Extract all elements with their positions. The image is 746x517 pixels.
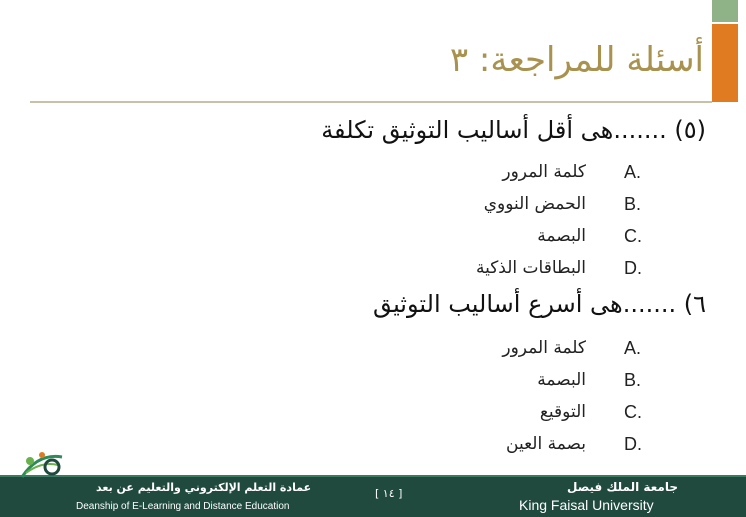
title-divider bbox=[30, 101, 712, 103]
option-text: كلمة المرور bbox=[502, 162, 586, 182]
university-name-arabic: جامعة الملك فيصل bbox=[567, 480, 679, 494]
option-text: البصمة bbox=[537, 370, 586, 390]
question-1-option-b bbox=[0, 194, 746, 220]
option-letter: B. bbox=[624, 370, 642, 390]
option-letter: A. bbox=[624, 338, 642, 358]
option-letter: C. bbox=[624, 226, 642, 246]
slide-title: أسئلة للمراجعة: ٣ bbox=[449, 40, 704, 80]
deanship-logo-icon bbox=[18, 447, 78, 487]
university-name-english: King Faisal University bbox=[519, 497, 654, 513]
question-2-option-a bbox=[0, 338, 746, 364]
page-number: [ ١٤ ] bbox=[375, 487, 403, 500]
accent-bar-orange bbox=[712, 24, 738, 102]
question-2-option-c bbox=[0, 402, 746, 428]
question-1-option-c bbox=[0, 226, 746, 252]
deanship-name-arabic: عمادة التعلم الإلكتروني والتعليم عن بعد bbox=[96, 481, 312, 494]
deanship-name-english: Deanship of E-Learning and Distance Education bbox=[76, 501, 290, 512]
question-2: ٦) .......هى أسرع أساليب التوثيق bbox=[373, 290, 706, 318]
question-1: (٥) .......هى أقل أساليب التوثيق تكلفة bbox=[321, 116, 706, 144]
option-text: كلمة المرور bbox=[502, 338, 586, 358]
question-1-option-a bbox=[0, 162, 746, 188]
option-letter: D. bbox=[624, 258, 642, 278]
option-letter: D. bbox=[624, 434, 642, 454]
option-letter: A. bbox=[624, 162, 642, 182]
accent-bar-green bbox=[712, 0, 738, 22]
option-text: الحمض النووي bbox=[483, 194, 586, 214]
option-text: التوقيع bbox=[539, 402, 586, 422]
question-1-option-d bbox=[0, 258, 746, 284]
footer-divider bbox=[0, 475, 746, 477]
option-letter: C. bbox=[624, 402, 642, 422]
option-text: بصمة العين bbox=[506, 434, 586, 454]
option-text: البطاقات الذكية bbox=[475, 258, 586, 278]
option-letter: B. bbox=[624, 194, 642, 214]
footer-bar bbox=[0, 475, 746, 517]
question-2-option-d bbox=[0, 434, 746, 460]
option-text: البصمة bbox=[537, 226, 586, 246]
question-2-option-b bbox=[0, 370, 746, 396]
